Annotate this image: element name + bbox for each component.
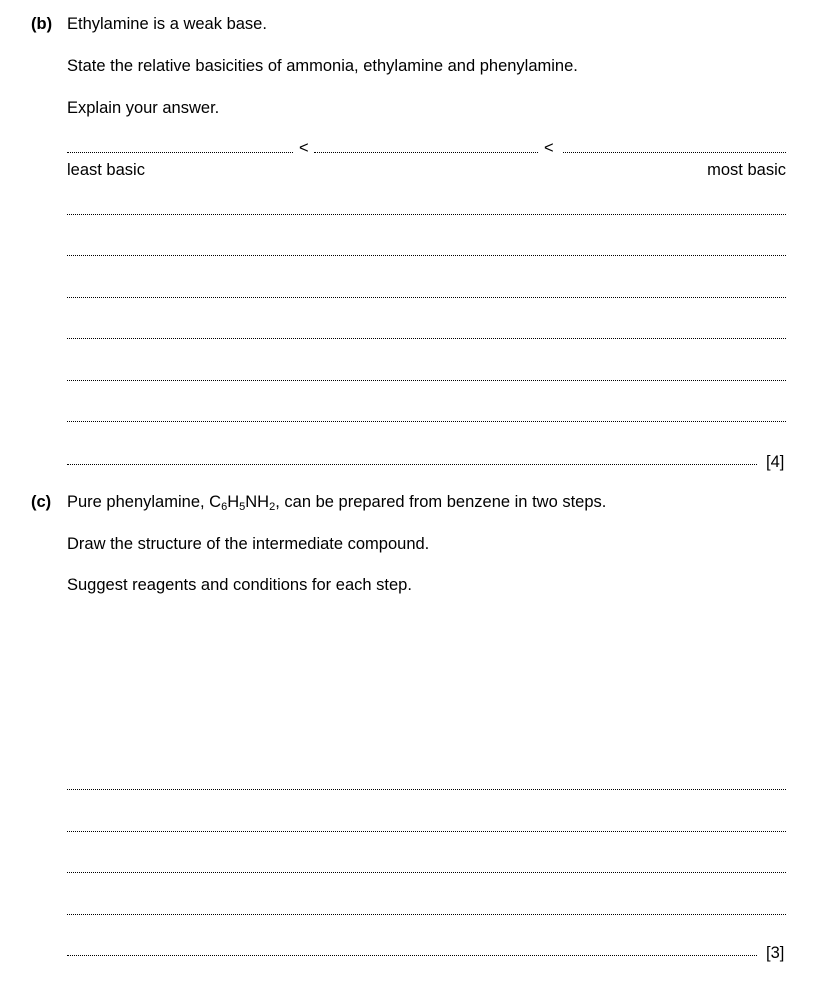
most-basic-label: most basic: [707, 161, 786, 179]
part-b-instruction: Explain your answer.: [67, 99, 220, 117]
structure-drawing-area[interactable]: [67, 610, 786, 770]
part-c-statement: Pure phenylamine, $C_6H_5NH_2$, can be prepared from benzene in two steps.: [67, 493, 607, 513]
part-c-instruction: Suggest reagents and conditions for each step.: [67, 576, 412, 594]
answer-line-b-6[interactable]: [67, 421, 786, 422]
part-c-label: (c): [31, 493, 52, 511]
part-b-label: (b): [31, 15, 53, 33]
rank-least-field[interactable]: [67, 152, 293, 153]
answer-line-b-1[interactable]: [67, 214, 786, 215]
answer-line-b-4[interactable]: [67, 338, 786, 339]
least-basic-label: least basic: [67, 161, 145, 179]
less-than-sign-2: <: [544, 139, 554, 157]
answer-line-c-1[interactable]: [67, 789, 786, 790]
part-b-marks: [4]: [766, 453, 785, 471]
answer-line-c-3[interactable]: [67, 872, 786, 873]
answer-line-b-2[interactable]: [67, 255, 786, 256]
answer-line-c-2[interactable]: [67, 831, 786, 832]
answer-line-b-5[interactable]: [67, 380, 786, 381]
part-c-question: Draw the structure of the intermediate compound.: [67, 535, 430, 553]
part-c-marks: [3]: [766, 944, 785, 962]
answer-line-c-4[interactable]: [67, 914, 786, 915]
rank-middle-field[interactable]: [314, 152, 538, 153]
part-b-statement: Ethylamine is a weak base.: [67, 15, 267, 33]
part-b-question: State the relative basicities of ammonia, ethylamine and phenylamine.: [67, 57, 578, 75]
answer-line-b-3[interactable]: [67, 297, 786, 298]
answer-line-c-5[interactable]: [67, 955, 757, 956]
answer-line-b-7[interactable]: [67, 464, 757, 465]
rank-most-field[interactable]: [563, 152, 786, 153]
less-than-sign-1: <: [299, 139, 309, 157]
